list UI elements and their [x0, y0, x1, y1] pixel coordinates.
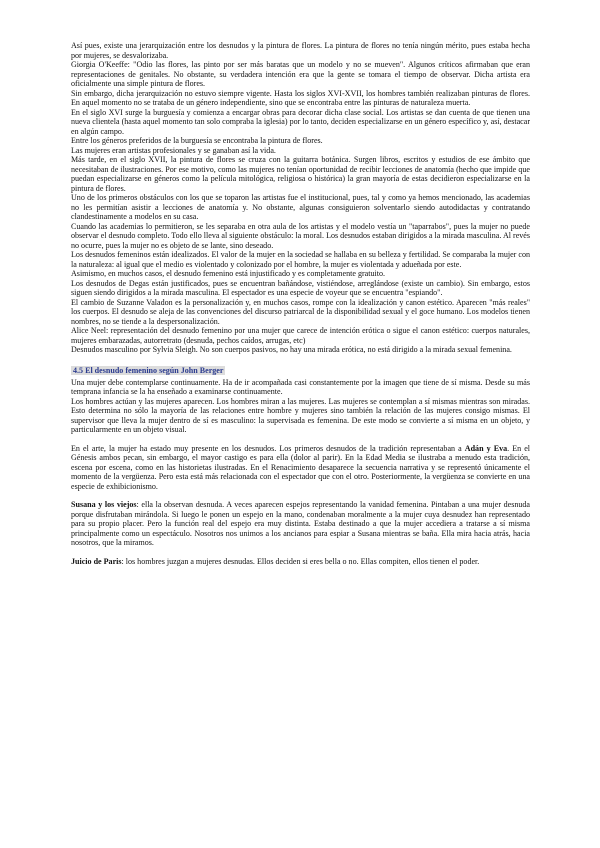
paris-term: Juicio de Paris: [71, 556, 122, 566]
paragraph-injustificado: Asimismo, en muchos casos, el desnudo femenino está injustificado y es completamente gratuito.: [71, 269, 385, 278]
section-heading: 4.5 El desnudo femenino según John Berger: [73, 365, 224, 375]
paragraph-degas: Los desnudos de Degas están justificados, pues se encuentran bañándose, vistiéndose, arreglándose (existe un cambio). Sin embargo, estos siguen siendo dirigidos a la mirada masculina. El espectador es una especie de voyeur que se encuentra "espiando".: [71, 278, 530, 297]
paragraph-neel: Alice Neel: representación del desnudo femenino por una mujer que carece de intención erótica o sigue el canon estético: cuerpos naturales, mujeres embarazadas, autorretrato (desnuda, pechos caídos, arrugas, etc): [71, 326, 530, 345]
paragraph-burguesia: En el siglo XVI surge la burguesía y comienza a encargar obras para decorar dicha clase social. Los artistas se dan cuenta de que tienen una nueva clientela (hasta aquel momento tan solo compraba la iglesia) por lo tanto, deciden especializarse en un género específico y, así, destacar en algún campo.: [71, 107, 530, 136]
paris-text: : los hombres juzgan a mujeres desnudas. Ellos deciden si eres bella o no. Ellas compiten, ellos tienen el poder.: [121, 556, 480, 566]
paragraph-jerarquizacion: Así pues, existe una jerarquización entre los desnudos y la pintura de flores. La pintura de flores no tenía ningún mérito, pues estaba hecha por mujeres, se desvalorizaba.: [71, 41, 530, 60]
paragraph-siglos: Sin embargo, dicha jerarquización no estuvo siempre vigente. Hasta los siglos XVI-XVII, los hombres también realizaban pinturas de flores. En aquel momento no se trataba de un género independiente, sino que se encontraba entre las pinturas de naturaleza muerta.: [71, 88, 530, 107]
adan-eva-intro: En el arte, la mujer ha estado muy presente en los desnudos. Los primeros desnudos de la tradición representaban a: [71, 443, 465, 453]
paragraph-botanica: Más tarde, en el siglo XVII, la pintura de flores se cruza con la guitarra botánica. Surgen libros, escritos y estudios de ese ámbito que necesitaban de ilustraciones. Por ese motivo, como las mujeres no tenían oportunidad de recibir lecciones de anatomía (hecho que impide que puedan especializarse en géneros como la película mitológica, religiosa o histórica) la gran mayoría de estas decidieron especializarse en la pintura de flores.: [71, 155, 530, 193]
paragraph-contemplarse: Una mujer debe contemplarse continuamente. Ha de ir acompañada casi constantemente por la imagen que tiene de sí misma. Desde su más temprana infancia se la ha enseñado a examinarse continuamente.: [71, 377, 530, 396]
adan-eva-text: . En el Génesis ambos pecan, sin embargo, el mayor castigo es para ella (dolor al parir). En la Edad Media se ilustraba a menudo esta tradición, escena por escena, como en las historietas ilustradas. En el Renacimiento desaparece la secuencia narrativa y se representó únicamente el momento de la vergüenza. Pero esta está más relacionada con el espectador que con el otro. Posteriormente, la vergüenza se convierte en una especie de exhibicionismo.: [71, 443, 531, 491]
paragraph-obstaculos: Uno de los primeros obstáculos con los que se toparon las artistas fue el institucional, pues, tal y como ya hemos mencionado, las academias no les permitían asistir a lecciones de anatomía y. No obstante, algunas consiguieron solventarlo siendo autodidactas y contratando clandestinamente a modelos en su casa.: [71, 193, 530, 221]
paragraph-sleigh: Desnudos masculino por Sylvia Sleigh. No son cuerpos pasivos, no hay una mirada erótica, no está dirigido a la mirada sexual femenina.: [71, 345, 512, 354]
paragraph-paris: [71, 557, 530, 567]
paragraph-adan-eva: [71, 444, 530, 492]
paragraph-okeeffe: Giorgia O'Keeffe: "Odio las flores, las pinto por ser más baratas que un modelo y no se mueven". Algunos críticos afirmaban que eran representaciones de genitales. No obstante, su verdadera intención era que la gente se tomara el tiempo de observar. Dicha artista era oficialmente una simple pintura de flores.: [71, 60, 530, 88]
paragraph-valadon: El cambio de Suzanne Valadon es la personalización y, en muchos casos, rompe con la idealización y canon estético. Aparecen "más reales" los cuerpos. El desnudo se aleja de las convenciones del discurso patriarcal de la disponibilidad sexual y el goce humano. Los modelos tienen nombres, no se tiende a la despersonalización.: [71, 297, 530, 326]
susana-text: : ella la observan desnuda. A veces aparecen espejos representando la vanidad femenina. Pintaban a una mujer desnuda porque disfrutaban mirándola. Si luego le ponen un espejo en la mano, condenaban moralmente a la mujer cuya desnudez han representado para su propio placer. Pero la función real del espejo era muy distinta. Estaba destinado a que la mujer accediera a tratarse a sí misma principalmente como un espectáculo. Nosotros nos unimos a los ancianos para espiar a Susana mientras se baña. Ella mira hacia atrás, hacia nosotros, que la miramos.: [71, 500, 530, 547]
paragraph-hombres-actuan: Los hombres actúan y las mujeres aparecen. Los hombres miran a las mujeres. Las mujeres se contemplan a sí mismas mientras son miradas. Esto determina no sólo la mayoría de las relaciones entre hombre y mujeres sino también la relación de las mujeres consigo mismas. El supervisor que lleva la mujer dentro de sí es masculino: la supervisada es femenina. De este modo se convierte a sí misma en un objeto, y particularmente en un objeto visual.: [71, 396, 530, 434]
paragraph-idealizados: Los desnudos femeninos están idealizados. El valor de la mujer en la sociedad se hallaba en su belleza y fertilidad. Se comparaba la mujer con la naturaleza: al igual que el medio es violentado y colonizado por el hombre, la mujer es violentada y adueñada por este.: [71, 250, 530, 269]
paragraph-susana: [71, 500, 530, 548]
susana-term: Susana y los viejos: [71, 500, 137, 509]
paragraph-generos: Entre los géneros preferidos de la burguesía se encontraba la pintura de flores.: [71, 136, 323, 145]
adan-eva-term: Adán y Eva: [464, 443, 508, 453]
paragraph-profesionales: Las mujeres eran artistas profesionales y se ganaban así la vida.: [71, 145, 276, 155]
paragraph-academias: Cuando las academias lo permitieron, se les separaba en otra aula de los artistas y el modelo vestía un "taparrabos", pues la mujer no puede observar el desnudo completo. Todo ello lleva al siguiente obstáculo: la moral. Los desnudos estaban dirigidos a la mirada masculina. Al revés no ocurre, pues la mujer no es objeto de se lante, sino deseado.: [71, 221, 530, 250]
